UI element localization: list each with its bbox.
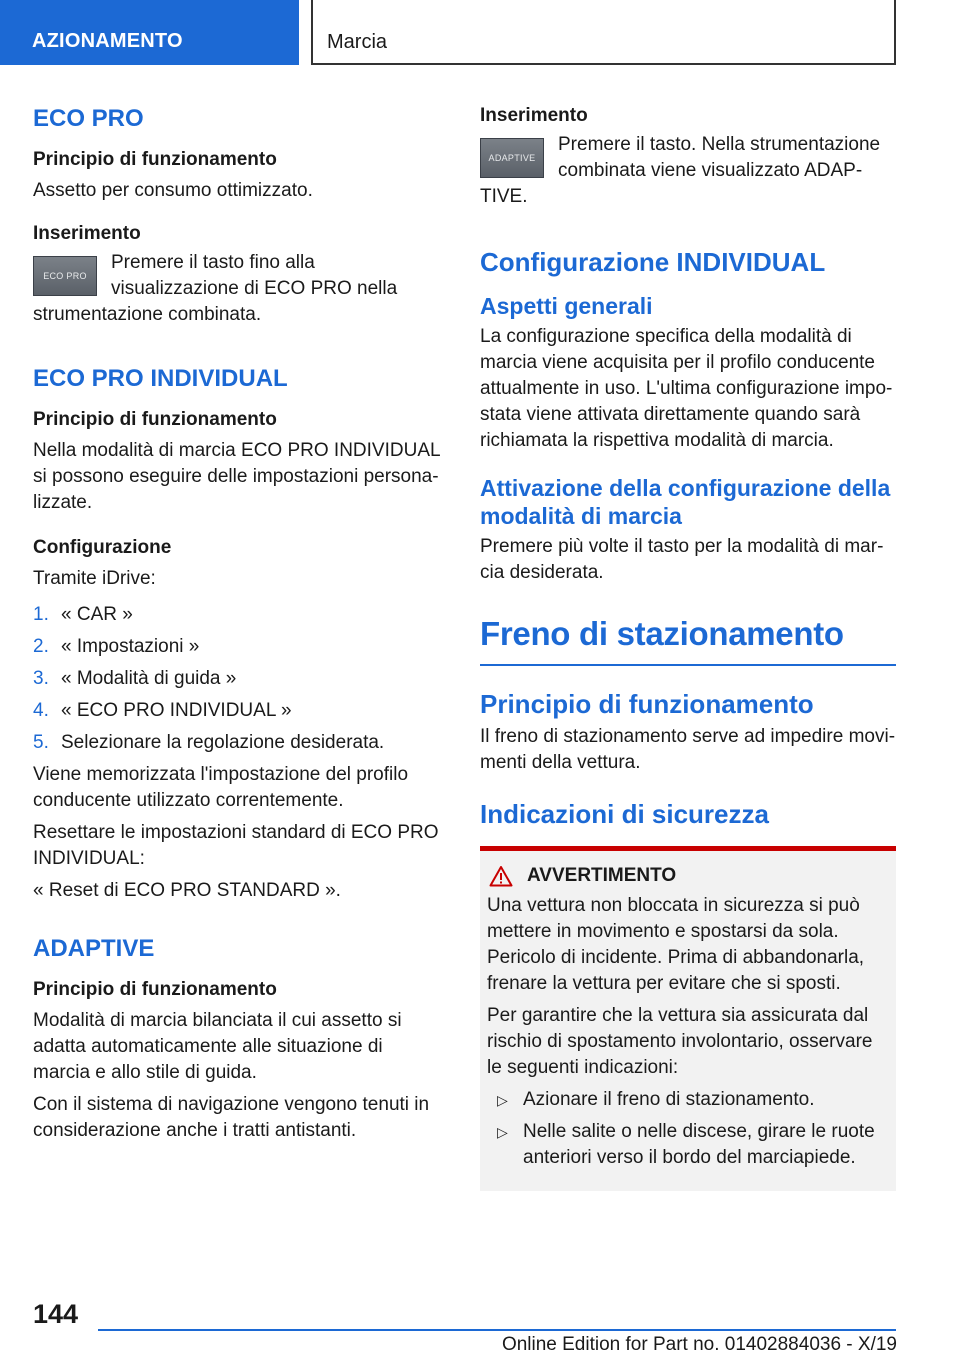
adaptive-button-image: ADAPTIVE xyxy=(480,138,544,178)
left-column xyxy=(33,100,443,1144)
warning-box xyxy=(480,846,896,1191)
parking-brake-principle-heading: Principio di funzionamento xyxy=(480,689,814,719)
warning-triangle-icon xyxy=(489,865,513,887)
triangle-bullet-icon: ▷ xyxy=(497,1124,508,1140)
eco-pro-insert-heading: Inserimento xyxy=(33,223,141,244)
eco-pro-button-image: ECO PRO xyxy=(33,256,97,296)
chapter-title: Marcia xyxy=(311,0,896,65)
list-item: 5. Selezionare la regolazione desiderata. xyxy=(33,732,385,753)
eco-pro-principle-heading: Principio di funzionamento xyxy=(33,149,277,170)
right-column xyxy=(480,100,896,1191)
warning-title-text: AVVERTIMENTO xyxy=(527,865,677,886)
list-item: 4. « ECO PRO INDIVIDUAL » xyxy=(33,700,292,721)
eco-pro-heading: ECO PRO xyxy=(33,105,144,132)
adaptive-heading: ADAPTIVE xyxy=(33,935,155,962)
heading-divider xyxy=(480,664,896,666)
warning-list xyxy=(487,1087,884,1171)
triangle-bullet-icon: ▷ xyxy=(497,1092,508,1108)
list-item: ▷ Nelle salite o nelle discese, girare le ruote anteriori verso il bordo del marciapiede. xyxy=(487,1119,884,1171)
edition-footer: Online Edition for Part no. 01402884036 - X/19 xyxy=(501,1334,897,1355)
adaptive-insert-heading: Inserimento xyxy=(480,105,588,126)
parking-brake-principle-text: Il freno di stazionamento serve ad impedire movimenti della vettura. xyxy=(480,726,896,773)
adaptive-text-1: Modalità di marcia bilanciata il cui assetto si adatta automaticamente alle situazione di marcia e allo stile di guida. xyxy=(33,1010,402,1083)
footer-divider xyxy=(98,1329,896,1331)
adaptive-text-2: Con il sistema di navigazione vengono tenuti in considerazione anche i tratti antistanti. xyxy=(33,1094,430,1141)
configuration-heading: Configurazione xyxy=(33,537,172,558)
eco-pro-principle-text: Assetto per consumo ottimizzato. xyxy=(33,180,313,201)
eco-pro-insert-text: Premere il tasto fino alla visualizzazione di ECO PRO nella strumentazione combinata. xyxy=(33,252,398,325)
eco-pro-individual-principle-text: Nella modalità di marcia ECO PRO INDIVIDUAL si possono eseguire delle impostazioni personalizzate. xyxy=(33,440,440,513)
adaptive-insert-block xyxy=(480,132,896,210)
profile-note: Viene memorizzata l'impostazione del profilo conducente utilizzato correntemente. xyxy=(33,764,409,811)
eco-pro-insert-block xyxy=(33,250,443,328)
adaptive-insert-text: Premere il tasto. Nella strumentazione combinata viene visualizzato ADAPTIVE. xyxy=(480,134,881,207)
adaptive-principle-heading: Principio di funzionamento xyxy=(33,979,277,1000)
warning-text-2: Per garantire che la vettura sia assicurata dal rischio di spostamento involontario, osservare le seguenti indicazioni: xyxy=(487,1005,873,1078)
list-item: 1. « CAR » xyxy=(33,604,133,625)
reset-note: Resettare le impostazioni standard di ECO PRO INDIVIDUAL: xyxy=(33,822,439,869)
reset-menu-item: « Reset di ECO PRO STANDARD ». xyxy=(33,880,341,901)
eco-pro-individual-heading: ECO PRO INDIVIDUAL xyxy=(33,365,288,392)
eco-pro-individual-principle-heading: Principio di funzionamento xyxy=(33,409,277,430)
parking-brake-heading: Freno di stazionamento xyxy=(480,615,844,652)
list-item: ▷ Azionare il freno di stazionamento. xyxy=(487,1087,884,1113)
activation-text: Premere più volte il tasto per la modalità di marcia desiderata. xyxy=(480,536,884,583)
individual-config-heading: Configurazione INDIVIDUAL xyxy=(480,247,826,277)
activation-heading: Attivazione della configurazione della modalità di marcia xyxy=(480,475,891,529)
general-aspects-heading: Aspetti generali xyxy=(480,293,653,319)
general-aspects-text: La configurazione specifica della modalità di marcia viene acquisita per il profilo conducente attualmente in uso. L'ultima configurazione impostata viene attivata direttamente quando sarà richiamata la rispettiva modalità di marcia. xyxy=(480,326,893,451)
safety-heading: Indicazioni di sicurezza xyxy=(480,799,769,829)
warning-text-1: Una vettura non bloccata in sicurezza si può mettere in movimento e spostarsi da sola. Pericolo di incidente. Prima di abbandonarla, frenare la vettura per evitare che si sposti. xyxy=(487,895,865,994)
section-tab: AZIONAMENTO xyxy=(0,0,299,65)
warning-title xyxy=(487,865,884,887)
list-item: 3. « Modalità di guida » xyxy=(33,668,237,689)
page-number: 144 xyxy=(33,1299,79,1329)
list-item: 2. « Impostazioni » xyxy=(33,636,200,657)
configuration-steps xyxy=(33,602,443,756)
configuration-intro: Tramite iDrive: xyxy=(33,568,156,589)
